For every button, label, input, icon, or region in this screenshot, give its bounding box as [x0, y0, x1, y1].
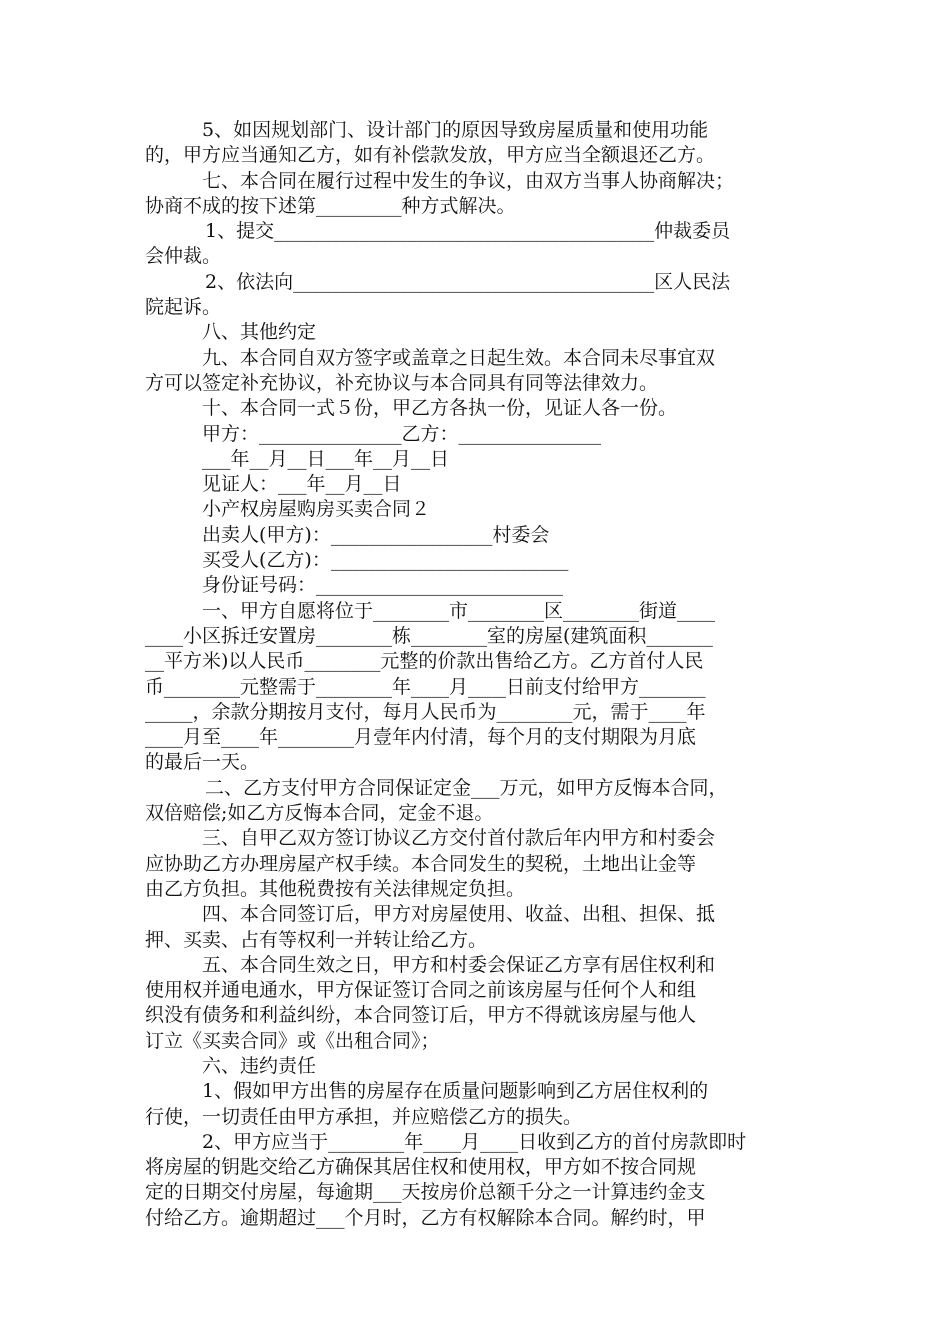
text-line: 2、甲方应当于________年____月____日收到乙方的首付房款即时 [202, 1130, 747, 1153]
text-line: 出卖人(甲方)：_________________村委会 [202, 523, 550, 546]
text-line: 双倍赔偿;如乙方反悔本合同，定金不退。 [145, 802, 494, 825]
text-line: ____小区拆迁安置房________栋________室的房屋(建筑面积_______ [145, 624, 713, 647]
text-line: 见证人：___年__月__日 [202, 473, 402, 496]
text-line: 订立《买卖合同》或《出租合同》； [145, 1029, 440, 1052]
text-line: 将房屋的钥匙交给乙方确保其居住权和使用权，甲方如不按合同规 [145, 1156, 697, 1179]
text-line: 方可以签定补充协议，补充协议与本合同具有同等法律效力。 [145, 371, 659, 394]
text-line: 八、其他约定 [202, 321, 317, 344]
text-line: 1、假如甲方出售的房屋存在质量问题影响到乙方居住权利的 [202, 1080, 709, 1103]
text-line: 币________元整需于________年____月____日前支付给甲方_______ [145, 675, 706, 698]
text-line: 小产权房屋购房买卖合同２ [202, 498, 431, 521]
text-line: 五、本合同生效之日，甲方和村委会保证乙方享有居住权利和 [202, 953, 716, 976]
text-line: 的最后一天。 [145, 751, 260, 774]
text-line: 定的日期交付房屋，每逾期___天按房价总额千分之一计算违约金支 [145, 1181, 706, 1204]
text-line: 由乙方负担。其他税费按有关法律规定负担。 [145, 877, 526, 900]
text-line: 院起诉。 [145, 296, 222, 319]
text-line: 押、买卖、占有等权利一并转让给乙方。 [145, 928, 488, 951]
text-line: 协商不成的按下述第_________种方式解决。 [145, 194, 516, 217]
text-line: 织没有债务和利益纠纷，本合同签订后，甲方不得就该房屋与他人 [145, 1004, 697, 1027]
text-line: 十、本合同一式５份，甲乙方各执一份，见证人各一份。 [202, 397, 678, 420]
text-line: 七、本合同在履行过程中发生的争议，由双方当事人协商解决； [202, 169, 735, 192]
text-line: 买受人(乙方)：_________________________ [202, 549, 569, 572]
text-line: 一、甲方自愿将位于________市________区________街道____ [202, 599, 716, 622]
text-line: 四、本合同签订后，甲方对房屋使用、收益、出租、担保、抵 [202, 903, 716, 926]
text-line: 行使，一切责任由甲方承担，并应赔偿乙方的损失。 [145, 1105, 583, 1128]
text-line: 应协助乙方办理房屋产权手续。本合同发生的契税，土地出让金等 [145, 852, 697, 875]
text-line: 六、违约责任 [202, 1054, 317, 1077]
text-line: __平方米)以人民币________元整的价款出售给乙方。乙方首付人民 [145, 650, 704, 673]
text-line: 甲方：_______________乙方：_______________ [202, 422, 602, 445]
text-line: 1、提交________________________________________仲裁委员 [205, 220, 731, 243]
document-page [145, 118, 815, 1231]
text-line: 身份证号码：__________________________ [202, 574, 564, 597]
text-line: _____，余款分期按月支付，每月人民币为________元，需于____年 [145, 700, 706, 723]
text-line: 二、乙方支付甲方合同保证定金___万元，如甲方反悔本合同， [205, 776, 728, 799]
text-line: ____月至____年________月壹年内付清，每个月的支付期限为月底 [145, 726, 697, 749]
text-line: ___年__月__日___年__月__日 [202, 447, 450, 470]
text-line: 5、如因规划部门、设计部门的原因导致房屋质量和使用功能 [202, 119, 709, 141]
text-line: 的，甲方应当通知乙方，如有补偿款发放，甲方应当全额退还乙方。 [145, 144, 716, 167]
text-line: 付给乙方。逾期超过___个月时，乙方有权解除本合同。解约时，甲 [145, 1206, 706, 1229]
text-line: 九、本合同自双方签字或盖章之日起生效。本合同未尽事宜双 [202, 346, 716, 369]
text-line: 三、自甲乙双方签订协议乙方交付首付款后年内甲方和村委会 [202, 827, 716, 850]
text-line: 使用权并通电通水，甲方保证签订合同之前该房屋与任何个人和组 [145, 979, 697, 1002]
text-line: 2、依法向______________________________________区人民法 [205, 270, 731, 293]
text-line: 会仲裁。 [145, 245, 222, 268]
